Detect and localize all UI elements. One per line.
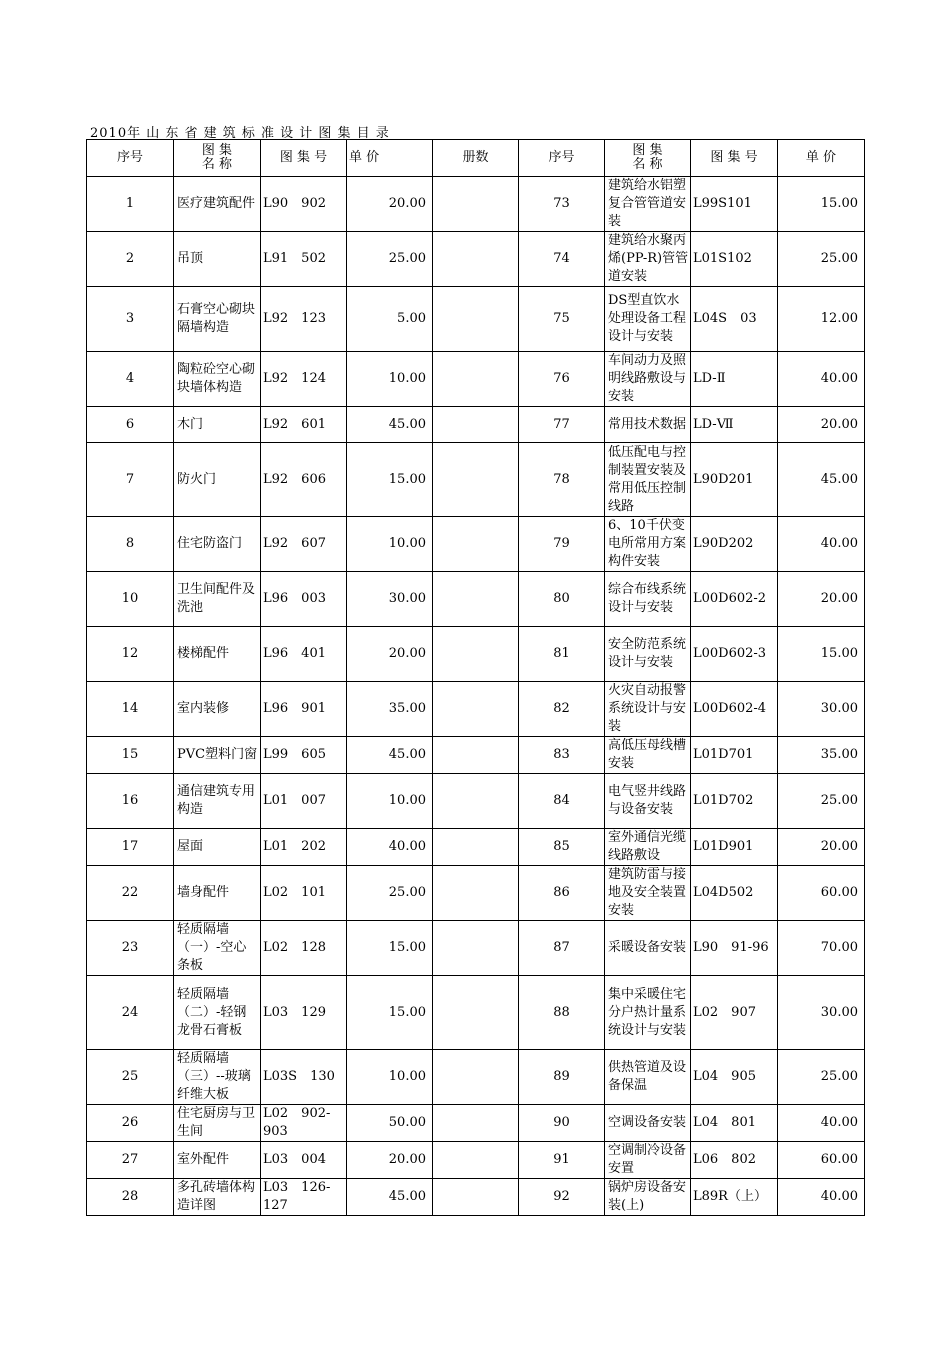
row-volumes [433,1105,519,1142]
row-name2: 低压配电与控制装置安装及常用低压控制线路 [605,443,691,517]
table-row [87,1179,865,1216]
row-seq2: 82 [519,682,605,737]
row-name2: 综合布线系统设计与安装 [605,572,691,627]
row-volumes [433,572,519,627]
header-volumes: 册数 [433,140,519,177]
row-code2: L06 802 [691,1142,778,1179]
row-code: L03 129 [261,976,347,1050]
row-price2: 30.00 [778,976,865,1050]
row-seq: 7 [87,443,174,517]
row-code2: L00D602-4 [691,682,778,737]
row-seq2: 90 [519,1105,605,1142]
row-price: 30.00 [347,572,433,627]
row-name2: DS型直饮水处理设备工程设计与安装 [605,287,691,352]
row-name: PVC塑料门窗 [174,737,261,774]
row-price: 20.00 [347,177,433,232]
row-seq: 14 [87,682,174,737]
row-price2: 20.00 [778,407,865,443]
table-row [87,287,865,352]
row-code2: L04S 03 [691,287,778,352]
row-seq: 26 [87,1105,174,1142]
row-name: 屋面 [174,829,261,866]
row-name2: 供热管道及设备保温 [605,1050,691,1105]
row-seq: 12 [87,627,174,682]
row-code: L92 606 [261,443,347,517]
header-name2 [605,140,691,177]
row-name: 室外配件 [174,1142,261,1179]
row-volumes [433,866,519,921]
row-code2: L90 91-96 [691,921,778,976]
row-name: 楼梯配件 [174,627,261,682]
row-price2: 15.00 [778,627,865,682]
header-seq2: 序号 [519,140,605,177]
row-seq2: 81 [519,627,605,682]
header-name-line1: 图 集 [201,143,233,158]
table-row [87,829,865,866]
row-price: 25.00 [347,866,433,921]
row-volumes [433,1050,519,1105]
row-price: 15.00 [347,443,433,517]
table-row [87,1142,865,1179]
row-price: 15.00 [347,921,433,976]
row-code2: L89R（上） [691,1179,778,1216]
table-row [87,866,865,921]
row-name: 通信建筑专用构造 [174,774,261,829]
table-row [87,177,865,232]
row-code2: L01D702 [691,774,778,829]
row-seq: 17 [87,829,174,866]
row-code2: L01D701 [691,737,778,774]
row-name2: 安全防范系统设计与安装 [605,627,691,682]
row-name2: 集中采暖住宅分户热计量系统设计与安装 [605,976,691,1050]
table-row [87,232,865,287]
row-seq: 22 [87,866,174,921]
row-name2: 电气竖井线路与设备安装 [605,774,691,829]
row-seq: 16 [87,774,174,829]
row-code: L96 901 [261,682,347,737]
row-price2: 15.00 [778,177,865,232]
header-name2-line2: 名 称 [632,157,663,172]
row-price2: 20.00 [778,572,865,627]
row-volumes [433,177,519,232]
row-volumes [433,287,519,352]
row-price: 10.00 [347,517,433,572]
row-code2: LD-Ⅶ [691,407,778,443]
row-name: 室内装修 [174,682,261,737]
row-price2: 25.00 [778,1050,865,1105]
row-price: 10.00 [347,352,433,407]
row-price2: 45.00 [778,443,865,517]
row-seq: 27 [87,1142,174,1179]
row-name2: 采暖设备安装 [605,921,691,976]
row-seq: 6 [87,407,174,443]
row-volumes [433,232,519,287]
row-volumes [433,517,519,572]
row-seq2: 80 [519,572,605,627]
table-row [87,1105,865,1142]
row-volumes [433,627,519,682]
row-code: L02 101 [261,866,347,921]
row-seq: 28 [87,1179,174,1216]
row-code: L99 605 [261,737,347,774]
header-name-line2: 名 称 [201,157,233,172]
row-code: L90 902 [261,177,347,232]
table-row [87,352,865,407]
row-seq2: 83 [519,737,605,774]
row-price: 10.00 [347,774,433,829]
row-name: 陶粒砼空心砌块墙体构造 [174,352,261,407]
row-name: 吊顶 [174,232,261,287]
row-price2: 40.00 [778,517,865,572]
row-name2: 锅炉房设备安装(上) [605,1179,691,1216]
row-price: 15.00 [347,976,433,1050]
table-row [87,1050,865,1105]
row-price: 45.00 [347,407,433,443]
row-seq: 2 [87,232,174,287]
row-volumes [433,1179,519,1216]
row-code2: L00D602-2 [691,572,778,627]
row-code: L01 007 [261,774,347,829]
row-name: 卫生间配件及洗池 [174,572,261,627]
row-seq2: 86 [519,866,605,921]
row-code: L03S 130 [261,1050,347,1105]
row-name: 住宅防盗门 [174,517,261,572]
table-row [87,627,865,682]
row-name: 轻质隔墙（三）--玻璃纤维大板 [174,1050,261,1105]
row-price2: 60.00 [778,1142,865,1179]
row-volumes [433,443,519,517]
row-seq2: 92 [519,1179,605,1216]
row-price2: 70.00 [778,921,865,976]
row-price2: 20.00 [778,829,865,866]
row-volumes [433,737,519,774]
row-seq: 4 [87,352,174,407]
row-code: L91 502 [261,232,347,287]
table-row [87,517,865,572]
row-seq2: 76 [519,352,605,407]
row-code: L96 401 [261,627,347,682]
row-seq: 8 [87,517,174,572]
row-name: 防火门 [174,443,261,517]
row-code: L02 902-903 [261,1105,347,1142]
row-seq2: 88 [519,976,605,1050]
row-price: 10.00 [347,1050,433,1105]
row-price: 35.00 [347,682,433,737]
row-volumes [433,682,519,737]
row-code2: L01S102 [691,232,778,287]
row-name2: 室外通信光缆线路敷设 [605,829,691,866]
row-name2: 空调制冷设备安置 [605,1142,691,1179]
row-code2: L04D502 [691,866,778,921]
row-price: 20.00 [347,627,433,682]
row-volumes [433,921,519,976]
header-name2-line1: 图 集 [632,143,663,158]
row-price: 25.00 [347,232,433,287]
row-price: 50.00 [347,1105,433,1142]
row-code: L92 123 [261,287,347,352]
row-volumes [433,976,519,1050]
row-price2: 40.00 [778,1105,865,1142]
row-code2: L04 905 [691,1050,778,1105]
row-seq2: 78 [519,443,605,517]
table-row [87,737,865,774]
row-code2: L00D602-3 [691,627,778,682]
row-name2: 火灾自动报警系统设计与安装 [605,682,691,737]
row-seq2: 91 [519,1142,605,1179]
row-price: 40.00 [347,829,433,866]
row-price2: 12.00 [778,287,865,352]
row-name2: 空调设备安装 [605,1105,691,1142]
row-seq: 15 [87,737,174,774]
row-code: L03 126-127 [261,1179,347,1216]
row-code: L92 124 [261,352,347,407]
table-row [87,976,865,1050]
row-name2: 高低压母线槽安装 [605,737,691,774]
row-seq: 23 [87,921,174,976]
table-row [87,572,865,627]
row-code2: L02 907 [691,976,778,1050]
row-seq2: 73 [519,177,605,232]
row-seq: 25 [87,1050,174,1105]
row-seq2: 87 [519,921,605,976]
row-price2: 25.00 [778,774,865,829]
row-volumes [433,1142,519,1179]
row-name2: 建筑给水铝塑复合管管道安装 [605,177,691,232]
row-seq2: 85 [519,829,605,866]
row-code: L01 202 [261,829,347,866]
row-name2: 常用技术数据 [605,407,691,443]
row-name2: 建筑防雷与接地及安全装置安装 [605,866,691,921]
row-code: L03 004 [261,1142,347,1179]
row-code2: L90D201 [691,443,778,517]
header-price2: 单 价 [778,140,865,177]
row-name: 多孔砖墙体构造详图 [174,1179,261,1216]
header-price: 单 价 [347,140,433,177]
row-name2: 建筑给水聚丙烯(PP-R)管管道安装 [605,232,691,287]
row-price2: 40.00 [778,1179,865,1216]
row-seq2: 79 [519,517,605,572]
row-price2: 40.00 [778,352,865,407]
row-seq2: 84 [519,774,605,829]
row-code2: L99S101 [691,177,778,232]
row-name: 木门 [174,407,261,443]
row-seq: 10 [87,572,174,627]
row-price2: 60.00 [778,866,865,921]
row-name: 墙身配件 [174,866,261,921]
row-volumes [433,829,519,866]
row-code: L02 128 [261,921,347,976]
table-row [87,921,865,976]
row-seq: 24 [87,976,174,1050]
row-code2: LD-Ⅱ [691,352,778,407]
row-volumes [433,774,519,829]
row-name2: 车间动力及照明线路敷设与安装 [605,352,691,407]
row-seq: 3 [87,287,174,352]
table-row [87,682,865,737]
row-seq: 1 [87,177,174,232]
row-code: L92 601 [261,407,347,443]
row-code: L96 003 [261,572,347,627]
row-name: 石膏空心砌块隔墙构造 [174,287,261,352]
row-price2: 25.00 [778,232,865,287]
row-seq2: 77 [519,407,605,443]
table-row [87,443,865,517]
page-title: 2010年 山 东 省 建 筑 标 准 设 计 图 集 目 录 [90,126,390,141]
header-seq: 序号 [87,140,174,177]
row-name: 住宅厨房与卫生间 [174,1105,261,1142]
row-name: 轻质隔墙（二）-轻钢龙骨石膏板 [174,976,261,1050]
row-price: 45.00 [347,737,433,774]
row-name: 医疗建筑配件 [174,177,261,232]
row-volumes [433,407,519,443]
table-row [87,407,865,443]
row-name2: 6、10千伏变电所常用方案构件安装 [605,517,691,572]
row-code2: L04 801 [691,1105,778,1142]
row-price: 45.00 [347,1179,433,1216]
table-row [87,774,865,829]
row-price: 5.00 [347,287,433,352]
catalog-table [86,139,865,1216]
row-seq2: 89 [519,1050,605,1105]
row-price: 20.00 [347,1142,433,1179]
header-code: 图 集 号 [261,140,347,177]
header-row [87,140,865,177]
header-code2: 图 集 号 [691,140,778,177]
row-seq2: 74 [519,232,605,287]
row-name: 轻质隔墙（一）-空心条板 [174,921,261,976]
row-price2: 35.00 [778,737,865,774]
row-code2: L90D202 [691,517,778,572]
row-code2: L01D901 [691,829,778,866]
row-volumes [433,352,519,407]
row-seq2: 75 [519,287,605,352]
header-name [174,140,261,177]
row-price2: 30.00 [778,682,865,737]
row-code: L92 607 [261,517,347,572]
